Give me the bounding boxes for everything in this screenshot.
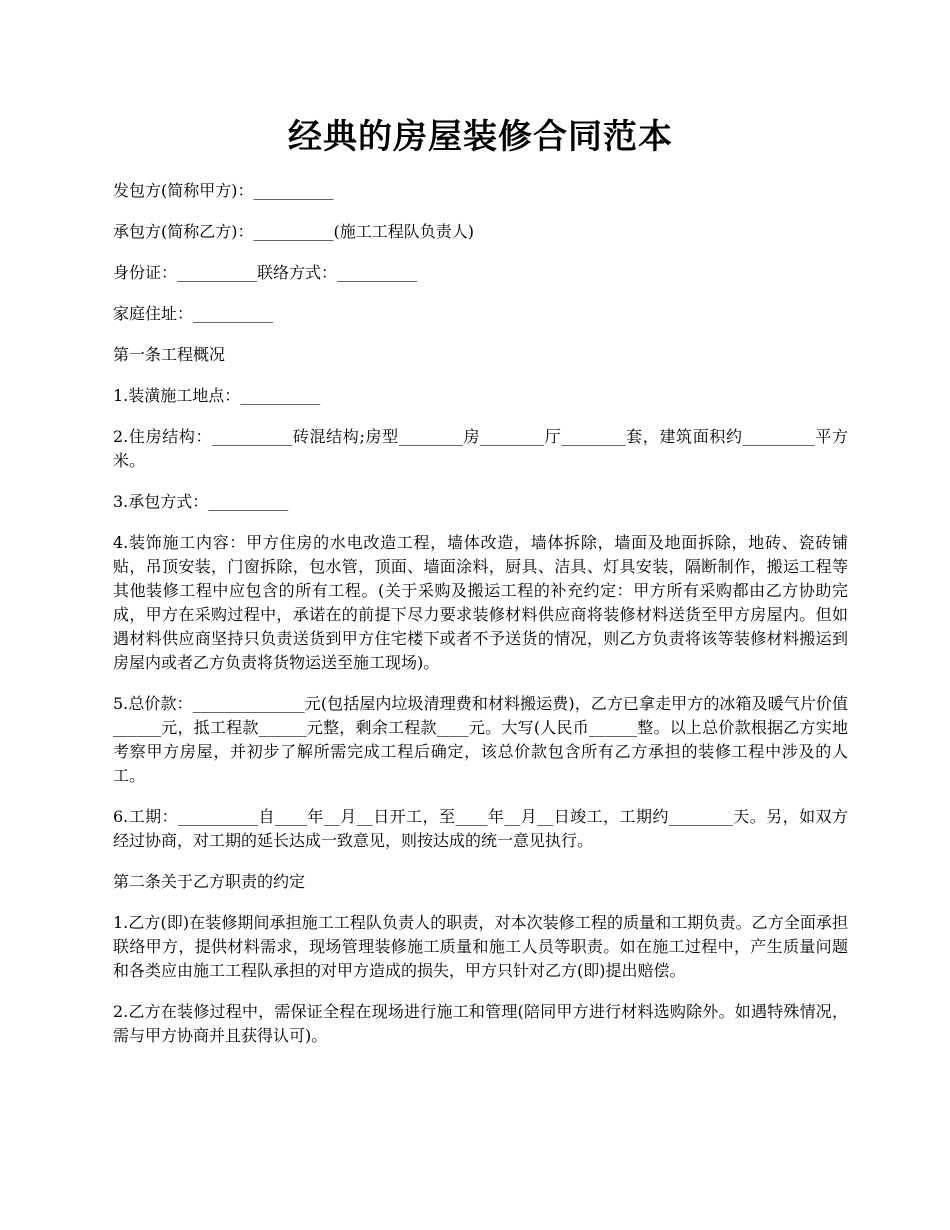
- item-2-1: 1.乙方(即)在装修期间承担施工工程队负责人的职责，对本次装修工程的质量和工期负责。乙方全面承担联络甲方，提供材料需求，现场管理装修施工质量和施工人员等职责。如在施工过程中，产生质量问题和各类应由施工工程队承担的对甲方造成的损失，甲方只针对乙方(即)提出赔偿。: [113, 913, 848, 980]
- item-1-4: 4.装饰施工内容：甲方住房的水电改造工程，墙体改造，墙体拆除，墙面及地面拆除，地砖、瓷砖铺贴，吊顶安装，门窗拆除，包水管，顶面、墙面涂料，厨具、洁具、灯具安装，隔断制作，搬运工程等其他装修工程中应包含的所有工程。(关于采购及搬运工程的补充约定：甲方所有采购都由乙方协助完成，甲方在采购过程中，承诺在的前提下尽力要求装修材料供应商将装修材料送货至甲方房屋内。但如遇材料供应商坚持只负责送货到甲方住宅楼下或者不予送货的情况，则乙方负责将该等装修材料搬运到房屋内或者乙方负责将货物运送至施工现场)。: [113, 533, 848, 672]
- item-2-2: 2.乙方在装修过程中，需保证全程在现场进行施工和管理(陪同甲方进行材料选购除外。如遇特殊情况，需与甲方协商并且获得认可)。: [113, 1002, 848, 1045]
- document-page: [113, 0, 848, 1048]
- party-b-line: 承包方(简称乙方)：__________(施工工程队负责人): [113, 222, 474, 241]
- item-1-3: 3.承包方式：__________: [113, 492, 289, 511]
- item-1-1: 1.装潢施工地点：__________: [113, 386, 321, 405]
- item-1-5: 5.总价款：______________元(包括屋内垃圾清理费和材料搬运费)，乙方已拿走甲方的冰箱及暖气片价值______元，抵工程款______元整，剩余工程款____元。大写(人民币______整。以上总价款根据乙方实地考察甲方房屋，并初步了解所需完成工程后确定，该总价款包含所有乙方承担的装修工程中涉及的人工。: [113, 694, 848, 785]
- document-title: 经典的房屋装修合同范本: [288, 117, 673, 157]
- section-heading-1: 第一条工程概况: [113, 345, 226, 364]
- party-a-line: 发包方(简称甲方)：__________: [113, 181, 334, 200]
- id-contact-line: 身份证：__________联络方式：__________: [113, 263, 418, 282]
- home-address-line: 家庭住址：__________: [113, 304, 274, 323]
- item-1-2: 2.住房结构：__________砖混结构;房型________房________厅________套，建筑面积约_________平方米。: [113, 427, 848, 470]
- section-heading-2: 第二条关于乙方职责的约定: [113, 872, 306, 891]
- item-1-6: 6.工期：__________自____年__月__日开工，至____年__月__日竣工，工期约________天。另，如双方经过协商，对工期的延长达成一致意见，则按达成的统一意见执行。: [113, 807, 848, 850]
